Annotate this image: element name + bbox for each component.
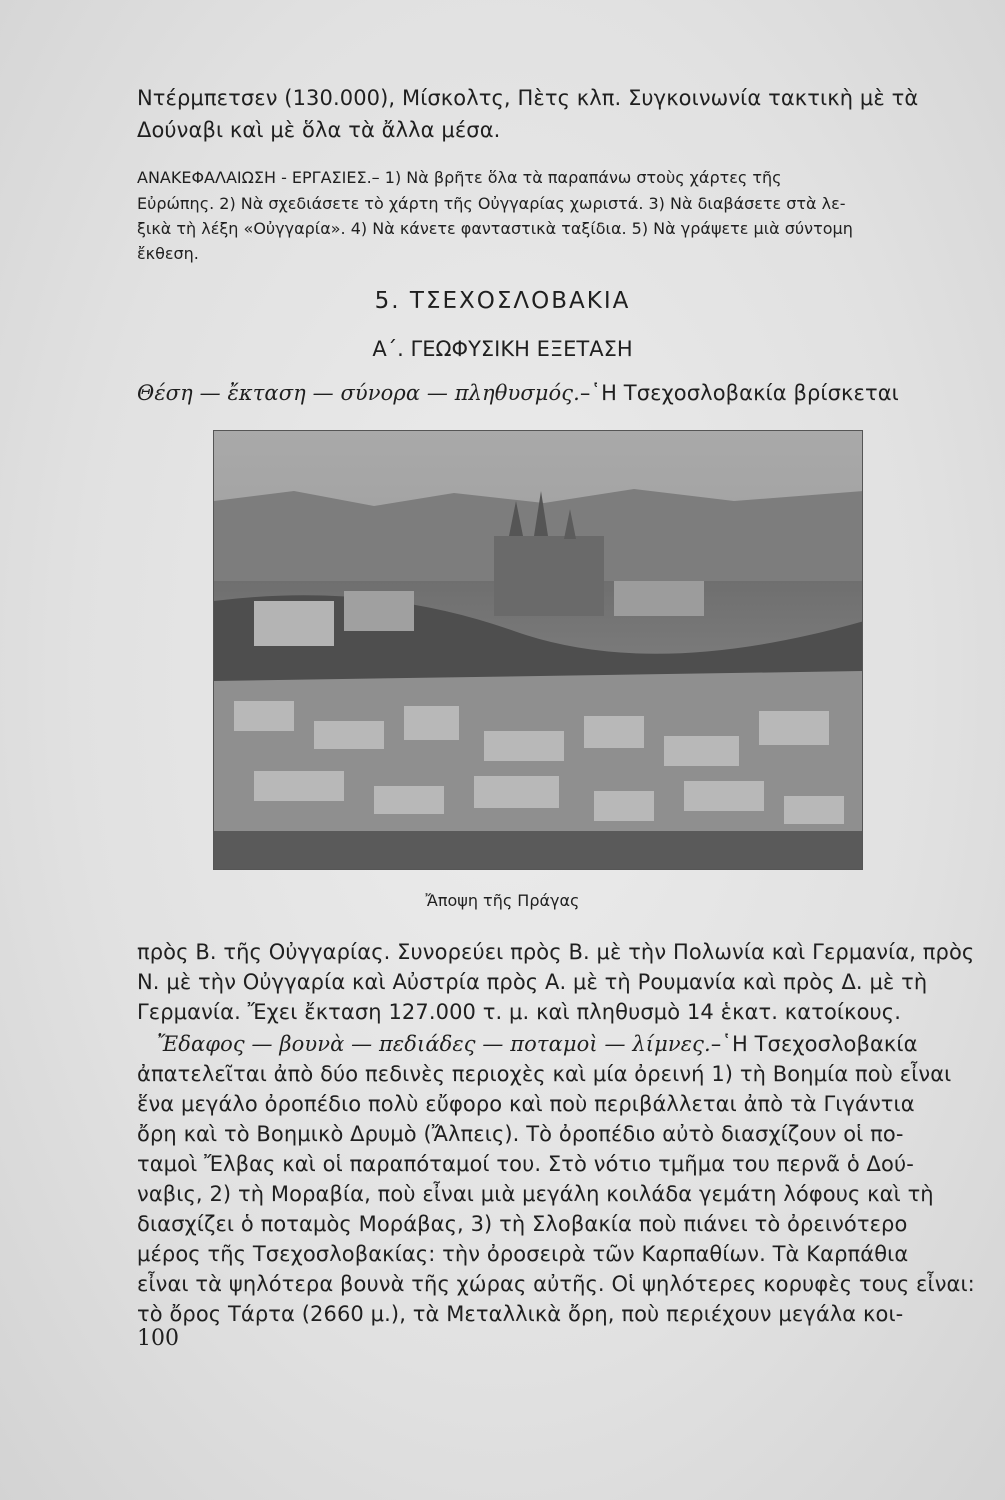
text-line: Δούναβι καὶ μὲ ὅλα τὰ ἄλλα μέσα. [137, 118, 501, 142]
paragraph-text: –῾Η Τσεχοσλοβακία [710, 1032, 918, 1056]
text-line: ναβις, 2) τὴ Μοραβία, ποὺ εἶναι μιὰ μεγάλη κοιλάδα γεμάτη λόφους καὶ τὴ [137, 1182, 934, 1206]
text-line: διασχίζει ὁ ποταμὸς Μοράβας, 3) τὴ Σλοβακία ποὺ πιάνει τὸ ὀρεινότερο [137, 1212, 908, 1236]
text-line: πρὸς Β. τῆς Οὐγγαρίας. Συνορεύει πρὸς Β. μὲ τὴν Πολωνία καὶ Γερμανία, πρὸς [137, 940, 975, 964]
photo-caption: Ἄποψη τῆς Πράγας [425, 891, 580, 910]
text-line: εἶναι τὰ ψηλότερα βουνὰ τῆς χώρας αὐτῆς. Οἱ ψηλότερες κορυφὲς τους εἶναι: [137, 1272, 975, 1296]
text-line: Γερμανία. Ἔχει ἔκταση 127.000 τ. μ. καὶ πληθυσμὸ 14 ἑκατ. κατοίκους. [137, 1000, 901, 1024]
summary-line: Εὐρώπης. 2) Νὰ σχεδιάσετε τὸ χάρτη τῆς Οὐγγαρίας χωριστά. 3) Νὰ διαβάσετε στὰ λε- [137, 194, 846, 213]
chapter-title: 5. ΤΣΕΧΟΣΛΟΒΑΚΙΑ [374, 288, 631, 314]
summary-line: ἔκθεση. [137, 244, 199, 263]
text-line: Ντέρμπετσεν (130.000), Μίσκολτς, Πὲτς κλπ. Συγκοινωνία τακτικὴ μὲ τὰ [137, 86, 919, 110]
text-line: ταμοὶ Ἔλβας καὶ οἱ παραπόταμοί του. Στὸ νότιο τμῆμα του περνᾶ ὁ Δού- [137, 1152, 914, 1176]
paragraph-heading-italic: Θέση — ἔκταση — σύνορα — πληθυσμός. [137, 381, 580, 405]
text-line [137, 1032, 918, 1056]
section-title: Α΄. ΓΕΩΦΥΣΙΚΗ ΕΞΕΤΑΣΗ [372, 337, 633, 361]
page-number: 100 [137, 1326, 179, 1351]
text-line: μέρος τῆς Τσεχοσλοβακίας: τὴν ὀροσειρὰ τῶν Καρπαθίων. Τὰ Καρπάθια [137, 1242, 909, 1266]
text-line: τὸ ὄρος Τάρτα (2660 μ.), τὰ Μεταλλικὰ ὄρη, ποὺ περιέχουν μεγάλα κοι- [137, 1302, 904, 1326]
paragraph-first-line [137, 381, 899, 405]
text-line: ὄρη καὶ τὸ Βοημικὸ Δρυμὸ (Ἄλπεις). Τὸ ὀροπέδιο αὐτὸ διασχίζουν οἱ πο- [137, 1122, 904, 1146]
text-line: Ν. μὲ τὴν Οὐγγαρία καὶ Αὐστρία πρὸς Α. μὲ τὴ Ρουμανία καὶ πρὸς Δ. μὲ τὴ [137, 970, 928, 994]
paragraph-heading-italic: Ἔδαφος — βουνὰ — πεδιάδες — ποταμοὶ — λίμνες. [157, 1032, 711, 1056]
summary-line: ξικὰ τὴ λέξη «Οὐγγαρία». 4) Νὰ κάνετε φανταστικὰ ταξίδια. 5) Νὰ γράψετε μιὰ σύντομη [137, 219, 853, 238]
photo-prague [213, 430, 863, 870]
paragraph-text: –῾Η Τσεχοσλοβακία βρίσκεται [579, 381, 899, 405]
prague-view-image [214, 431, 863, 870]
summary-line: ΑΝΑΚΕΦΑΛΑΙΩΣΗ - ΕΡΓΑΣΙΕΣ.– 1) Νὰ βρῆτε ὅλα τὰ παραπάνω στοὺς χάρτες τῆς [137, 168, 782, 187]
text-line: ἀπατελεῖται ἀπὸ δύο πεδινὲς περιοχὲς καὶ μία ὀρεινή 1) τὴ Βοημία ποὺ εἶναι [137, 1062, 952, 1086]
text-line: ἕνα μεγάλο ὀροπέδιο πολὺ εὔφορο καὶ ποὺ περιβάλλεται ἀπὸ τὰ Γιγάντια [137, 1092, 915, 1116]
